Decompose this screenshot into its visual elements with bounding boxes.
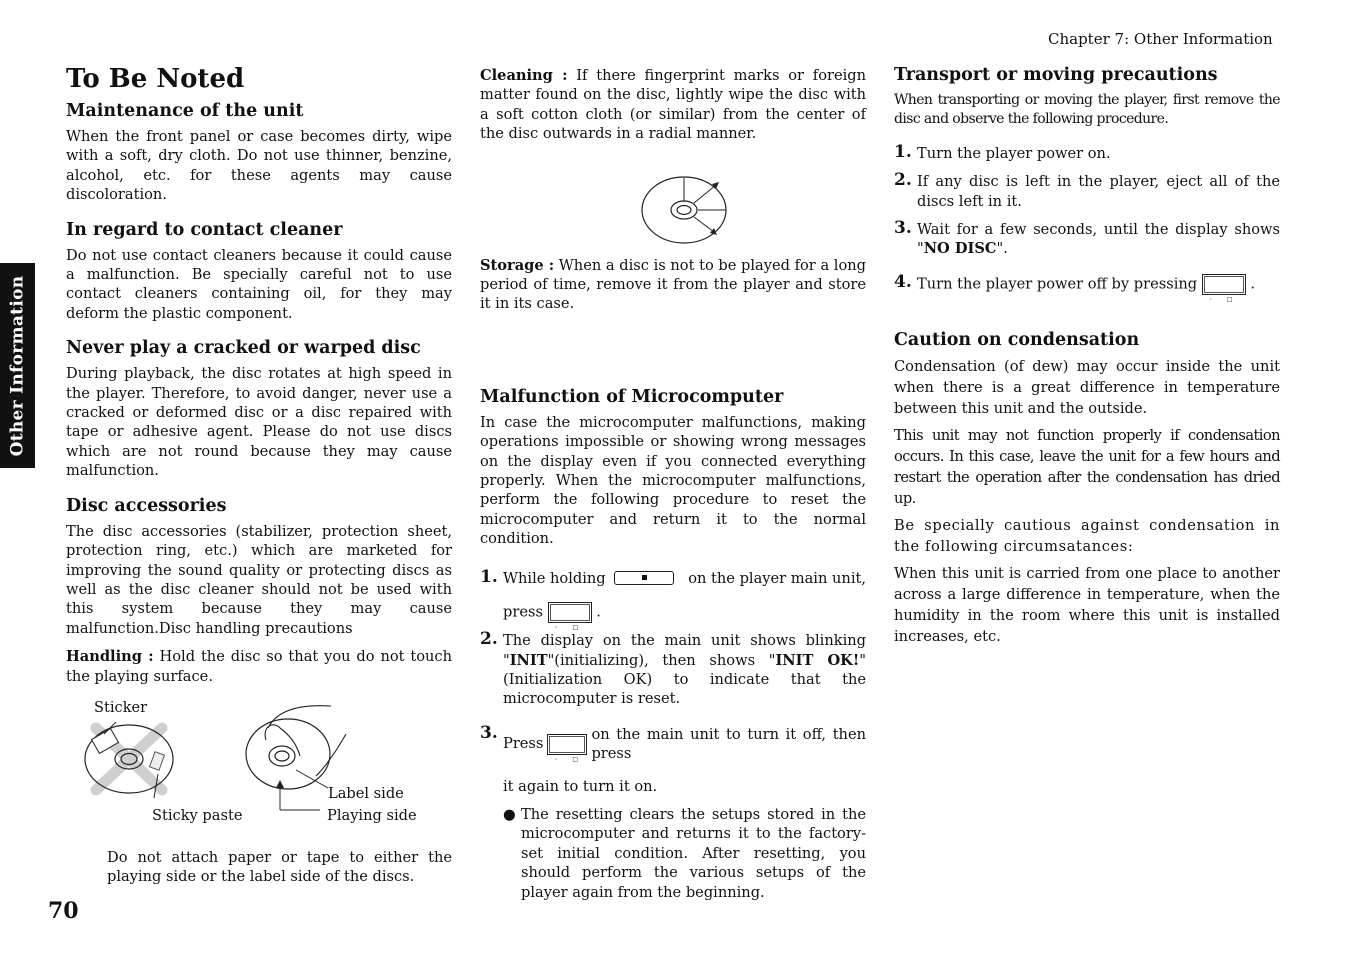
contact-cleaner-text: Do not use contact cleaners because it could cause a malfunction. Be specially careful not to use contact cleaners containing oil, for they may deform the plastic component.: [66, 246, 452, 322]
step-number: 3.: [894, 218, 912, 239]
bullet-icon: ●: [503, 805, 516, 823]
page-number: 70: [48, 898, 79, 924]
step1-text-c: press: [503, 603, 543, 621]
transport-step-2: [894, 172, 1280, 211]
cleaning-figure: [480, 156, 866, 256]
step1-text-a: While holding: [503, 569, 606, 587]
disc-handling-figure: [66, 698, 452, 848]
transport-step4-text-a: Turn the player power off by pressing: [917, 275, 1198, 293]
init-ok-display-text: INIT OK!: [775, 651, 860, 669]
step2-text-b: "(initializing), then shows ": [547, 651, 776, 669]
label-sticker: Sticker: [94, 698, 148, 716]
transport-step-1: [894, 141, 1280, 163]
handling-body: Hold the disc so that you do not touch the playing surface.: [66, 648, 452, 685]
transport-heading: Transport or moving precautions: [894, 65, 1218, 85]
init-display-text: INIT: [509, 651, 548, 669]
condensation-p2: [894, 425, 1280, 509]
label-label-side: Label side: [328, 784, 404, 802]
step-number: 3.: [480, 722, 498, 743]
condensation-p1: Condensation (of dew) may occur inside the unit when there is a great difference in temperature between this unit and the outside.: [894, 357, 1280, 417]
transport-step2-text: If any disc is left in the player, eject all of the discs left in it.: [917, 173, 1280, 210]
power-button-icon: ◦ □: [548, 602, 592, 623]
transport-step-3: [894, 220, 1280, 259]
reset-note-text: The resetting clears the setups stored in the microcomputer and returns it to the factory-set initial condition. After resetting, you should perform the various setups of the player again from the beginning.: [521, 805, 866, 901]
power-button-icon: ◦ □: [1202, 274, 1246, 295]
contact-cleaner-heading: In regard to contact cleaner: [66, 219, 343, 240]
label-sticky-paste: Sticky paste: [152, 806, 243, 824]
maintenance-heading: Maintenance of the unit: [66, 101, 304, 121]
reset-step-3: [480, 722, 866, 796]
page-title: To Be Noted: [66, 64, 245, 94]
step1-text-d: .: [596, 603, 601, 621]
step3-text-b: on the main unit to turn it off, then press: [591, 725, 866, 763]
transport-step1-text: Turn the player power on.: [917, 144, 1111, 162]
condensation-p4: When this unit is carried from one place to another across a large difference in temperature, when the humidity in the room where this unit is installed increases, etc.: [894, 564, 1280, 645]
disc-accessories-heading: Disc accessories: [66, 495, 227, 516]
reset-step-2: [480, 631, 866, 709]
disc-accessories-text: The disc accessories (stabilizer, protection sheet, protection ring, etc.) which are marketed for improving the sound quality or protecting discs as well as the disc cleaner should not be used with this system because they may cause malfunction.Disc handling precautions: [66, 522, 452, 637]
disc-illustration-icon: [66, 698, 356, 848]
step-number: 2.: [480, 629, 498, 650]
transport-step3-text-b: ".: [996, 240, 1008, 258]
reset-note: [480, 805, 866, 902]
label-playing-side: Playing side: [327, 806, 417, 824]
column-left: [66, 64, 452, 887]
step3-text-c: it again to turn it on.: [503, 777, 658, 795]
cracked-disc-heading: Never play a cracked or warped disc: [66, 338, 421, 359]
attach-note: Do not attach paper or tape to either the playing side or the label side of the discs.: [107, 848, 452, 886]
condensation-p3: Be specially cautious against condensation in the following circumsatances:: [894, 516, 1280, 555]
transport-intro: When transporting or moving the player, first remove the disc and observe the following procedure.: [894, 92, 1280, 128]
transport-step-4: [894, 271, 1280, 303]
step3-text-a: Press: [503, 735, 544, 753]
step-number: 1.: [480, 566, 498, 587]
condensation-p2-text: This unit may not function properly if condensation occurs. In this case, leave the unit for a few hours and restart the operation after the condensation has dried up.: [894, 426, 1280, 507]
cracked-disc-text: During playback, the disc rotates at high speed in the player. Therefore, to avoid danger, never use a cracked or deformed disc or a disc repaired with tape or adhesive agent. Please do not use discs which are not round because they may cause malfunction.: [66, 365, 452, 480]
storage-body: When a disc is not to be played for a long period of time, remove it from the player and store it in its case.: [480, 256, 866, 313]
chapter-header: Chapter 7: Other Information: [1048, 30, 1273, 48]
storage-label: Storage :: [480, 256, 555, 274]
step-number: 2.: [894, 170, 912, 191]
storage-text: [480, 256, 866, 314]
cleaning-label: Cleaning :: [480, 67, 568, 84]
condensation-heading: Caution on condensation: [894, 329, 1140, 350]
cleaning-body: If there fingerprint marks or foreign matter found on the disc, lightly wipe the disc with a soft cotton cloth (or similar) from the center of the disc outwards in a radial manner.: [480, 67, 866, 143]
step2-text-a: The display on the main unit shows blinking ": [503, 632, 866, 669]
side-tab-label: Other Information: [7, 275, 28, 456]
cleaning-text: [480, 66, 866, 144]
malfunction-heading: Malfunction of Microcomputer: [480, 386, 784, 407]
side-tab: [0, 263, 35, 468]
radial-wipe-disc-icon: [640, 172, 740, 248]
power-button-icon: ◦ □: [547, 734, 587, 755]
handling-text: [66, 647, 452, 686]
column-middle: [480, 64, 866, 902]
maintenance-text: When the front panel or case becomes dirty, wipe with a soft, dry cloth. Do not use thinner, benzine, alcohol, etc. for these agents may cause discoloration.: [66, 128, 452, 204]
step-number: 1.: [894, 141, 912, 162]
step-number: 4.: [894, 271, 912, 292]
transport-step4-text-b: .: [1250, 275, 1256, 293]
transport-step3-text-a: Wait for a few seconds, until the display shows ": [917, 221, 1280, 258]
step2-text-c: " (Initialization OK) to indicate that the microcomputer is reset.: [503, 651, 866, 708]
no-disc-display-text: NO DISC: [923, 240, 997, 258]
reset-step-1: [480, 566, 866, 632]
handling-label: Handling :: [66, 648, 154, 666]
step1-text-b: on the player main unit,: [688, 569, 866, 587]
malfunction-text: In case the microcomputer malfunctions, making operations impossible or showing wrong messages on the display even if you connected everything properly. When the microcomputer malfunctions, perform the following procedure to reset the microcomputer and return it to the normal condition.: [480, 413, 866, 548]
column-right: [894, 64, 1280, 647]
stop-button-icon: [614, 571, 674, 585]
